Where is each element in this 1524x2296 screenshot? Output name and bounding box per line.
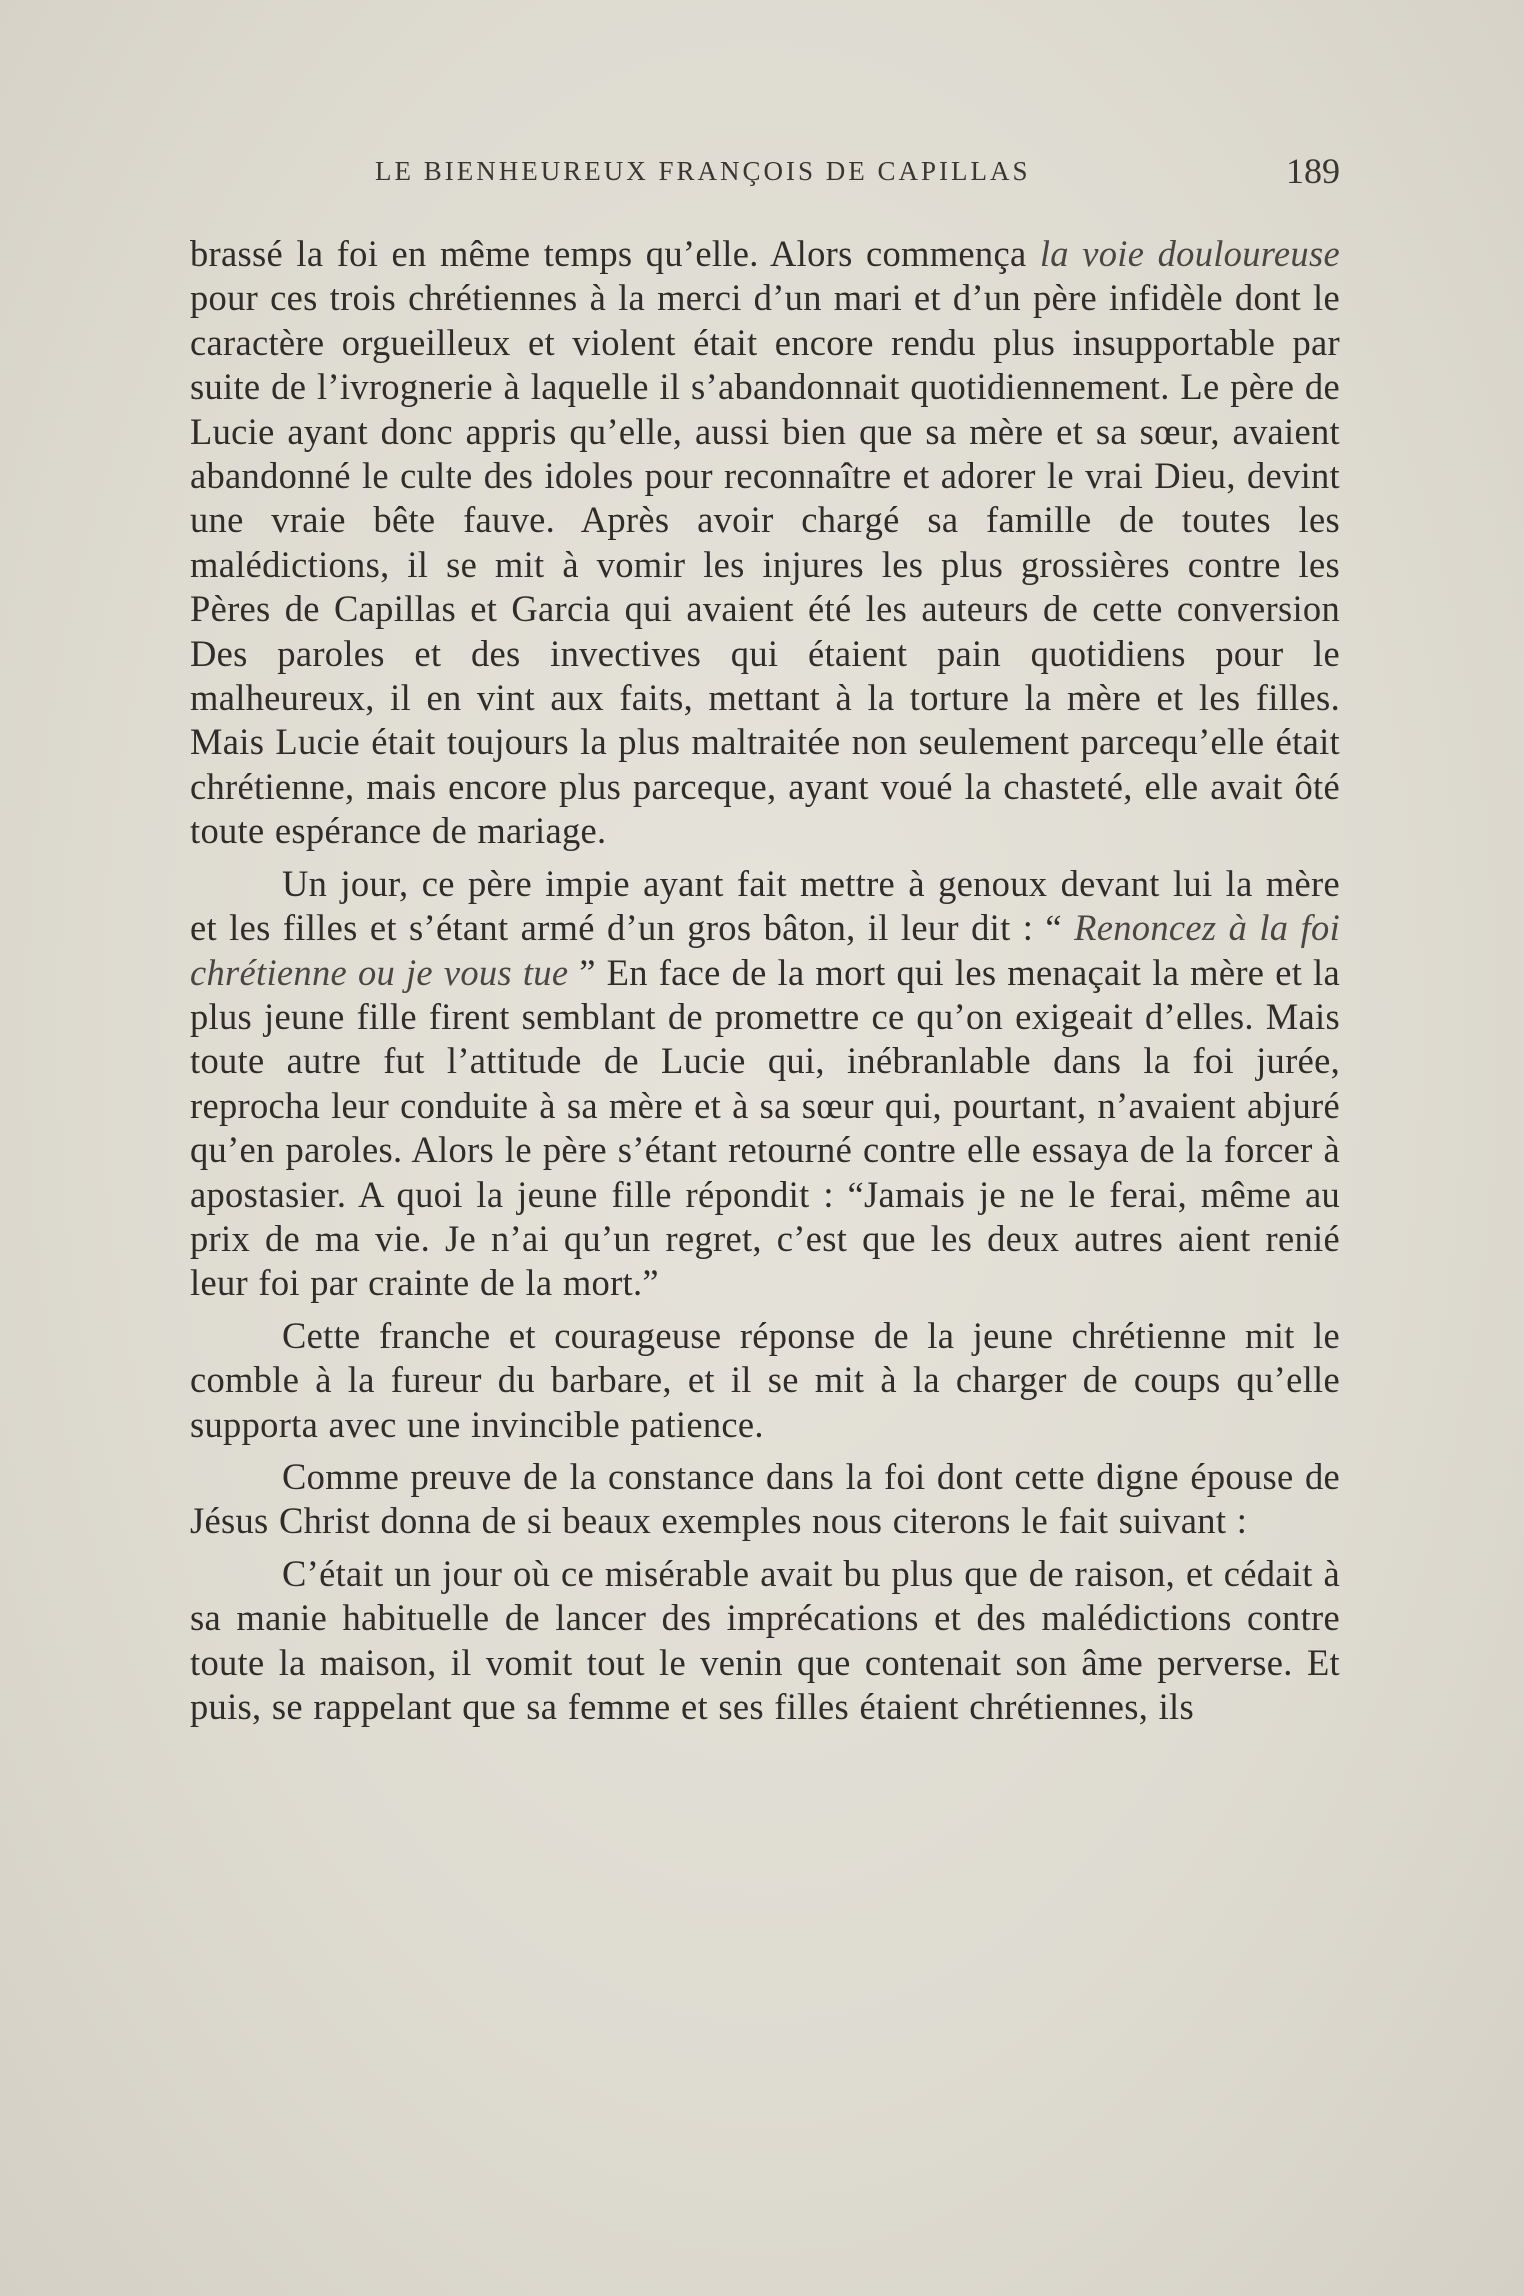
paragraph-5 <box>190 1552 1340 1730</box>
paragraph-4 <box>190 1455 1340 1544</box>
paragraph-2 <box>190 862 1340 1306</box>
paragraph-text: C’était un jour où ce misérable avait bu plus que de raison, et cédait à sa manie habituelle de lancer des imprécations et des malédictions contre toute la maison, il vomit tout le venin que contenait son âme perverse. Et puis, se rappelant que sa femme et ses filles étaient chrétiennes, ils <box>190 1552 1340 1727</box>
page-number: 189 <box>1286 151 1340 191</box>
paragraph-text: Un jour, ce père impie ayant fait mettre à genoux devant lui la mère et les filles et s’étant armé d’un gros bâton, il leur dit : “ <box>190 862 1340 949</box>
italic-phrase: la voie douloureuse <box>1039 233 1340 274</box>
paragraph-text: brassé la foi en même temps qu’elle. Alors commença <box>190 233 1040 274</box>
running-title: LE BIENHEUREUX FRANÇOIS DE CAPILLAS <box>375 156 1031 186</box>
paragraph-text: Cette franche et courageuse réponse de la jeune chrétienne mit le comble à la fureur du barbare, et il se mit à la charger de coups qu’elle supporta avec une invincible patience. <box>190 1314 1340 1445</box>
body-text <box>190 232 1340 1729</box>
paragraph-3 <box>190 1314 1340 1447</box>
italic-quote: Renoncez à la foi chrétienne ou je vous tue <box>190 907 1341 993</box>
paragraph-text: ” En face de la mort qui les menaçait la mère et la plus jeune fille firent semblant de promettre ce qu’on exigeait d’elles. Mais toute autre fut l’attitude de Lucie qui, inébranlable dans la foi jurée, reprocha leur conduite à sa mère et à sa sœur qui, pourtant, n’avaient abjuré qu’en paroles. Alors le père s’étant retourné contre elle essaya de la forcer à apostasier. A quoi la jeune fille répondit : “Jamais je ne le ferai, même au prix de ma vie. Je n’ai qu’un regret, c’est que les deux autres aient renié leur foi par crainte de la mort.” <box>190 951 1340 1304</box>
paragraph-text: Comme preuve de la constance dans la foi dont cette digne épouse de Jésus Christ donna de si beaux exemples nous citerons le fait suivant : <box>190 1455 1340 1542</box>
page-header <box>190 150 1340 200</box>
paragraph-1 <box>190 232 1340 854</box>
paragraph-text: pour ces trois chrétiennes à la merci d’un mari et d’un père infidèle dont le caractère orgueilleux et violent était encore rendu plus insupportable par suite de l’ivrognerie à laquelle il s’abandonnait quotidiennement. Le père de Lucie ayant donc appris qu’elle, aussi bien que sa mère et sa sœur, avaient abandonné le culte des idoles pour reconnaître et adorer le vrai Dieu, devint une vraie bête fauve. Après avoir chargé sa famille de toutes les malédictions, il se mit à vomir les injures les plus grossières contre les Pères de Capillas et Garcia qui avaient été les auteurs de cette conversion Des paroles et des invectives qui étaient pain quotidiens pour le malheureux, il en vint aux faits, mettant à la torture la mère et les filles. Mais Lucie était toujours la plus maltraitée non seulement parcequ’elle était chrétienne, mais encore plus parceque, ayant voué la chasteté, elle avait ôté toute espérance de mariage. <box>190 277 1340 852</box>
